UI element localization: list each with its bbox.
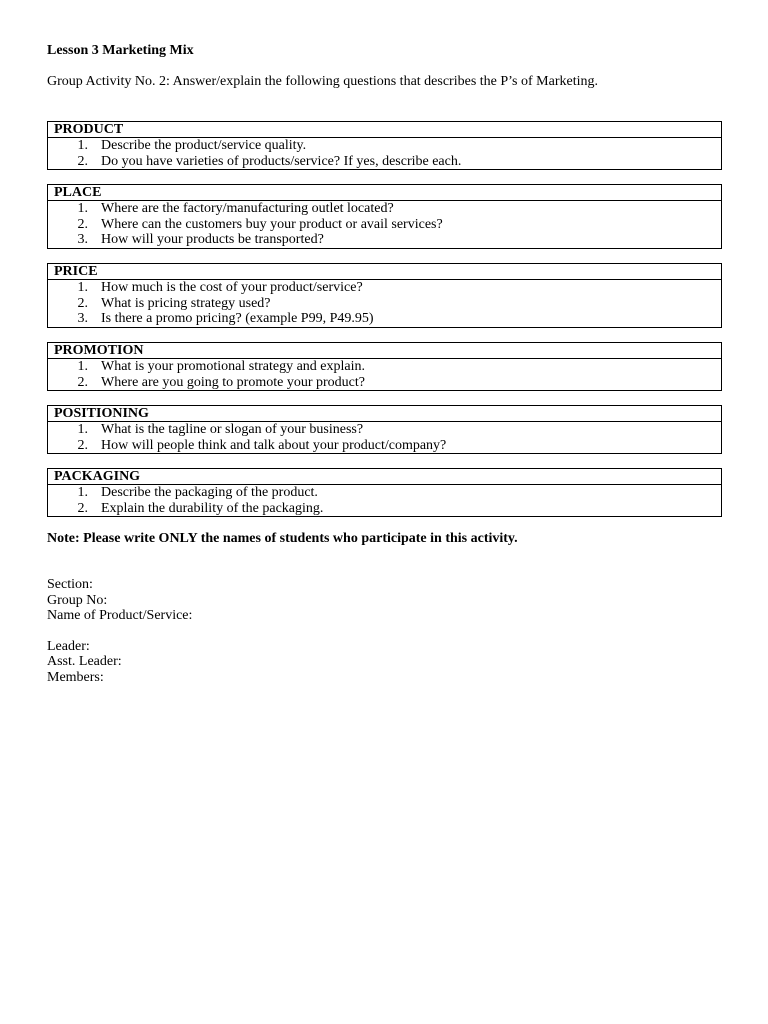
- question-item: [48, 217, 721, 233]
- section-heading: PLACE: [48, 185, 721, 201]
- question-list: [48, 422, 721, 453]
- question-number: 1.: [77, 359, 88, 374]
- section-heading: PRODUCT: [48, 122, 721, 138]
- question-number: 2.: [77, 500, 88, 516]
- question-text: Is there a promo pricing? (example P99, P49.95): [101, 311, 374, 327]
- section-place: [47, 184, 722, 249]
- question-number: 2.: [77, 216, 88, 232]
- question-item: [48, 311, 721, 327]
- question-item: [48, 438, 721, 454]
- question-item: [48, 138, 721, 154]
- question-item: [48, 201, 721, 217]
- section-price: [47, 263, 722, 328]
- members-field-label: Members:: [47, 670, 104, 685]
- section-positioning: [47, 405, 722, 454]
- question-text: How much is the cost of your product/service?: [101, 280, 363, 295]
- question-item: [48, 375, 721, 391]
- question-text: Where are you going to promote your product?: [101, 374, 365, 390]
- participation-note: Note: Please write ONLY the names of students who participate in this activity.: [47, 531, 518, 546]
- leader-field-label: Leader:: [47, 639, 90, 654]
- question-list: [48, 138, 721, 169]
- question-list: [48, 201, 721, 248]
- question-text: How will your products be transported?: [101, 232, 324, 248]
- question-number: 1.: [77, 201, 88, 216]
- question-item: [48, 280, 721, 296]
- section-packaging: [47, 468, 722, 517]
- question-text: Explain the durability of the packaging.: [101, 500, 324, 516]
- question-list: [48, 280, 721, 327]
- section-product: [47, 121, 722, 170]
- question-text: What is the tagline or slogan of your business?: [101, 422, 364, 437]
- activity-instructions: Group Activity No. 2: Answer/explain the following questions that describes the P’s of Marketing.: [47, 74, 598, 89]
- question-item: [48, 359, 721, 375]
- section-heading: PRICE: [48, 264, 721, 280]
- question-text: Describe the packaging of the product.: [101, 485, 318, 500]
- question-number: 3.: [77, 232, 88, 248]
- question-text: Do you have varieties of products/service? If yes, describe each.: [101, 153, 462, 169]
- question-number: 3.: [77, 311, 88, 327]
- section-field-label: Section:: [47, 577, 93, 592]
- question-item: [48, 296, 721, 312]
- question-number: 1.: [77, 280, 88, 295]
- question-text: How will people think and talk about your product/company?: [101, 437, 447, 453]
- question-text: Where are the factory/manufacturing outlet located?: [101, 201, 394, 216]
- section-heading: PROMOTION: [48, 343, 721, 359]
- question-item: [48, 422, 721, 438]
- question-text: Where can the customers buy your product or avail services?: [101, 216, 443, 232]
- section-heading: POSITIONING: [48, 406, 721, 422]
- group-no-field-label: Group No:: [47, 593, 108, 608]
- question-number: 2.: [77, 437, 88, 453]
- section-promotion: [47, 342, 722, 391]
- question-number: 2.: [77, 153, 88, 169]
- question-item: [48, 232, 721, 248]
- question-item: [48, 485, 721, 501]
- section-heading: PACKAGING: [48, 469, 721, 485]
- question-number: 1.: [77, 138, 88, 153]
- question-number: 2.: [77, 295, 88, 311]
- question-text: What is your promotional strategy and explain.: [101, 359, 365, 374]
- question-number: 2.: [77, 374, 88, 390]
- document-title: Lesson 3 Marketing Mix: [47, 43, 194, 58]
- question-item: [48, 501, 721, 517]
- question-list: [48, 485, 721, 516]
- asst-leader-field-label: Asst. Leader:: [47, 654, 122, 669]
- question-number: 1.: [77, 485, 88, 500]
- question-list: [48, 359, 721, 390]
- question-text: Describe the product/service quality.: [101, 138, 307, 153]
- question-item: [48, 154, 721, 170]
- question-number: 1.: [77, 422, 88, 437]
- product-name-field-label: Name of Product/Service:: [47, 608, 193, 623]
- question-text: What is pricing strategy used?: [101, 295, 271, 311]
